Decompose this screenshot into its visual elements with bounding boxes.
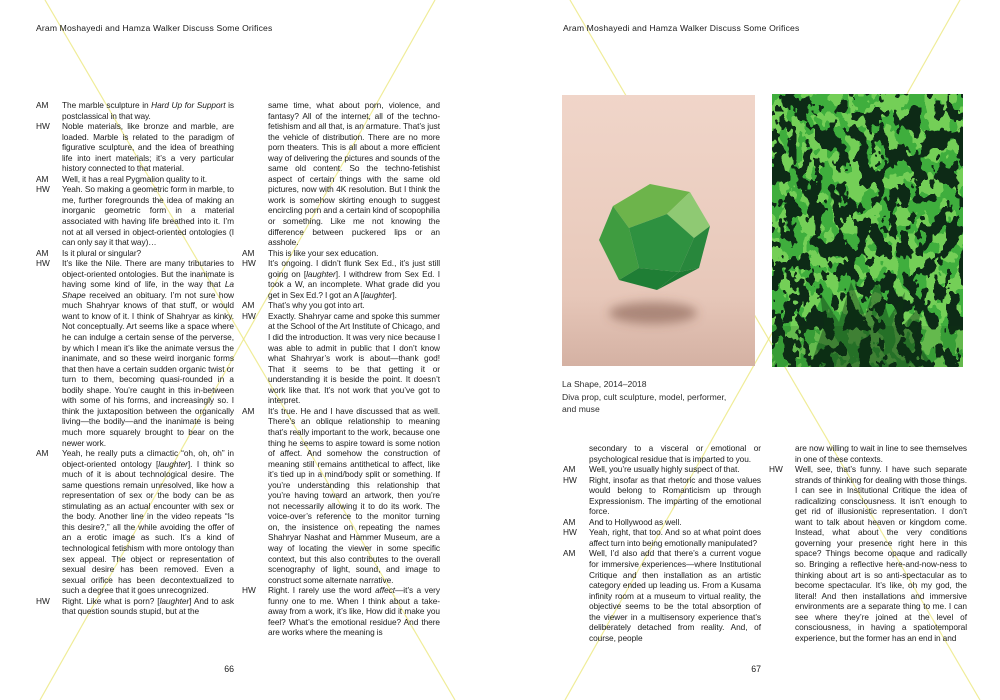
speaker-label: HW (242, 585, 256, 596)
dialogue-text: Noble materials, like bronze and marble, are loaded. Marble is related to the paradigm of figurative sculpture, and the idea of breathing life into inert materials; it’s a very particular history connected to that material. (62, 121, 234, 174)
dialogue-segment (242, 300, 440, 311)
dialogue-text: It’s ongoing. I didn’t flunk Sex Ed., it’s just still going on [laughter]. I withdrew from Sex Ed. I took a W, an incomplete. What grade did you get in Sex Ed.? I got an A [laughter]. (268, 258, 440, 300)
speaker-label: HW (36, 121, 50, 132)
dialogue-segment (242, 248, 440, 259)
dialogue-segment (36, 248, 234, 259)
text-column-1 (36, 100, 234, 617)
speaker-label: AM (563, 516, 576, 527)
dialogue-segment (36, 258, 234, 448)
dialogue-segment (36, 596, 234, 617)
dialogue-text: Is it plural or singular? (62, 247, 142, 258)
dialogue-segment (242, 406, 440, 585)
dialogue-text: This is like your sex education. (268, 247, 379, 258)
dialogue-text: Well, see, that’s funny. I have such separate strands of thinking for dealing with those things. I can see in Institutional Critique the idea of radicalizing consciousness. It isn’t enough to get rid of illusionistic representation. I don’t want to talk about heaven or kingdom come. Instead, what about the very conditions governing your presence right here in this space? Things become opaque and radically so. Bringing a reflective here-and-now-ness to thinking about art is so anti-spectacular as to become spectacular. It’s like, oh my god, the literal! And then installations and immersive environments are a separate thing to me. I can see where they’re joined at the level of consciousness, in having a spatiotemporal experience, but the former has an end in and (795, 464, 967, 643)
speaker-label: AM (36, 247, 49, 258)
text-column-2 (242, 100, 440, 638)
pink-floor-shading (562, 296, 755, 366)
dialogue-segment (242, 100, 440, 248)
dialogue-text: Right, insofar as that rhetoric and those values would belong to Romanticism up through Expressionism. The imparting of the emotional force. (589, 474, 761, 517)
page-number-67: 67 (751, 664, 761, 674)
dialogue-segment (242, 311, 440, 406)
dialogue-text: It’s true. He and I have discussed that as well. There’s an oblique relationship to meaning that’s really important to the work, because one thing he seems to aspire toward is some notion of affect. And somehow the construction of meaning still remains antithetical to affect, like it’s tied up in a mind/body split or something. If you’re understanding this relationship that you’re having toward an artwork, then you’re not necessarily allowing it to do its work. The voice-over’s reference to the monitor turning on, the insistence on repeating the names Shahryar Nashat and Hammer Museum, are a way of locating the viewer in some specific context, but this also contributes to the overall scenography of light, sound, and image to construct some alternate narrative. (268, 405, 440, 585)
running-header-left: Aram Moshayedi and Hamza Walker Discuss Some Orifices (36, 23, 273, 33)
dialogue-text: Well, you’re usually highly suspect of that. (589, 464, 740, 475)
speaker-label: AM (242, 405, 255, 416)
dialogue-text: Right. I rarely use the word affect—it’s a very funny one to me. When I think about a take-away from a work, it’s like, How did it make you feel? What’s the emotional residue? And there are works where the meaning is (268, 585, 440, 638)
speaker-label: AM (36, 100, 49, 110)
dialogue-segment (769, 443, 967, 464)
text-column-4 (769, 443, 967, 643)
artwork-image-camouflage (772, 94, 963, 367)
dialogue-segment (36, 100, 234, 121)
dialogue-text: It’s like the Nile. There are many tributaries to object-oriented ontologies. But the inanimate is having some kind of life, in the way that La Shape received an obituary. I’m not sure how much Shahryar knows of that stuff, or would want to know of it. I think of Shahryar as kinky. Not conceptually. Art seems like a space where he can indulge a certain sense of the perverse, by which I mean it’s like the animate versus the inanimate, and so these weird inorganic forms that then have a certain sudden organic twist or turn to them, becoming quasi-rounded in a bodily shape. You’re caught in this in-between with some of his forms, and increasingly so. I think the juxtaposition between the organically living—the bodily—and the inanimate is being much more squarely brought to bear on the newer work. (62, 258, 234, 448)
dialogue-segment (36, 184, 234, 247)
caption-detail-line: and muse (562, 404, 600, 415)
dialogue-text: Yeah, right, that too. And so at what point does affect turn into being emotionally manipulated? (589, 527, 761, 548)
dialogue-text: That’s why you got into art. (268, 300, 365, 311)
dialogue-segment (242, 585, 440, 638)
dialogue-segment (36, 448, 234, 596)
dialogue-text: Exactly. Shahryar came and spoke this summer at the School of the Art Institute of Chicago, and I did the introduction. It was very nice because I was able to admit in public that I don’t know what Shahryar’s work is about—thank god! That it seems to be that getting it or understanding it is beside the point. It doesn’t work like that. It’s not work that you’ve got to interpret. (268, 310, 440, 406)
dialogue-text: Well, it has a real Pygmalion quality to it. (62, 173, 207, 184)
dialogue-segment (563, 527, 761, 548)
speaker-label: HW (36, 595, 50, 606)
dialogue-segment (563, 443, 761, 464)
dodecahedron-shape (599, 184, 710, 290)
speaker-label: AM (242, 247, 255, 258)
speaker-label: AM (563, 464, 576, 475)
speaker-label: AM (563, 548, 576, 559)
dialogue-text: same time, what about porn, violence, and fantasy? All of the internet, all of the techno-fetishism and all that, is an armature. That’s just the vehicle of distribution. There are no more porn theaters. This is all about a more efficient way of delivering the pictures and sounds of the same old content. So the techno-fetishist aspect of certain things with the same old pictures, now with 4K resolution. But I think the work is somehow skirting enough to suggest encircling porn and a certain kind of scopophilia or something. Like me not knowing the difference between puckered lips or an asshole. (268, 100, 440, 248)
dialogue-text: Well, I’d also add that there’s a current vogue for immersive experiences—where Institutional Critique and then installation as an artistic category ended up leading us. From a Kusama infinity room at a museum to virtual reality, the objective seems to be the total absorption of the viewer in a multisensory experience that’s deliberately detached from reality. And, of course, people (589, 548, 761, 643)
dialogue-text: Right. Like what is porn? [laughter] And to ask that question sounds stupid, but at the (62, 595, 234, 617)
text-column-3 (563, 443, 761, 643)
dialogue-text: The marble sculpture in Hard Up for Support is postclassical in that way. (62, 100, 234, 121)
speaker-label: HW (36, 258, 50, 269)
caption-detail-line: Diva prop, cult sculpture, model, performer, (562, 391, 727, 402)
dialogue-segment (563, 464, 761, 475)
dialogue-text: Yeah. So making a geometric form in marble, to me, further foregrounds the idea of making an inorganic geometric form in a material associated with having life breathed into it. I’m not at all versed in object-oriented ontologies (I can only say it that way)… (62, 184, 234, 248)
speaker-label: AM (36, 448, 49, 459)
speaker-label: AM (242, 300, 255, 311)
dialogue-segment (563, 475, 761, 517)
page-number-66: 66 (224, 664, 234, 674)
speaker-label: HW (563, 527, 577, 538)
dialogue-segment (563, 548, 761, 643)
artwork-image-dodecahedron (562, 95, 755, 366)
caption-title-line: La Shape, 2014–2018 (562, 379, 647, 389)
dialogue-segment (563, 517, 761, 528)
speaker-label: HW (36, 184, 50, 195)
running-header-right: Aram Moshayedi and Hamza Walker Discuss Some Orifices (563, 23, 800, 33)
speaker-label: AM (36, 173, 49, 184)
speaker-label: HW (242, 258, 256, 269)
dialogue-segment (242, 258, 440, 300)
speaker-label: HW (563, 474, 577, 485)
dialogue-text: Yeah, he really puts a climactic “oh, oh, oh” in object-oriented ontology [laughter]. I think so much of it is about technological desire. The same questions remain unresolved, like how a representation of sex or the body can be as stimulating as an actual encounter with sex or the body. Another line in the video repeats “Is this desire?,” all the while avoiding the offer of an a erotic image as such. It’s a kind of technological fetishism with more ontology than sex appeal. The object or representation of sexual desire has been removed. Even a sexual orifice has been decontextualized to such a degree that it goes unrecognized. (62, 448, 234, 596)
speaker-label: HW (242, 310, 256, 321)
dialogue-segment (769, 464, 967, 643)
dialogue-text: are now willing to wait in line to see themselves in one of these contexts. (795, 443, 967, 464)
dialogue-text: And to Hollywood as well. (589, 516, 682, 527)
dialogue-segment (36, 121, 234, 174)
dialogue-segment (36, 174, 234, 185)
artwork-caption (562, 378, 726, 416)
dialogue-text: secondary to a visceral or emotional or psychological residue that is imparted to you. (589, 443, 761, 464)
speaker-label: HW (769, 464, 783, 475)
